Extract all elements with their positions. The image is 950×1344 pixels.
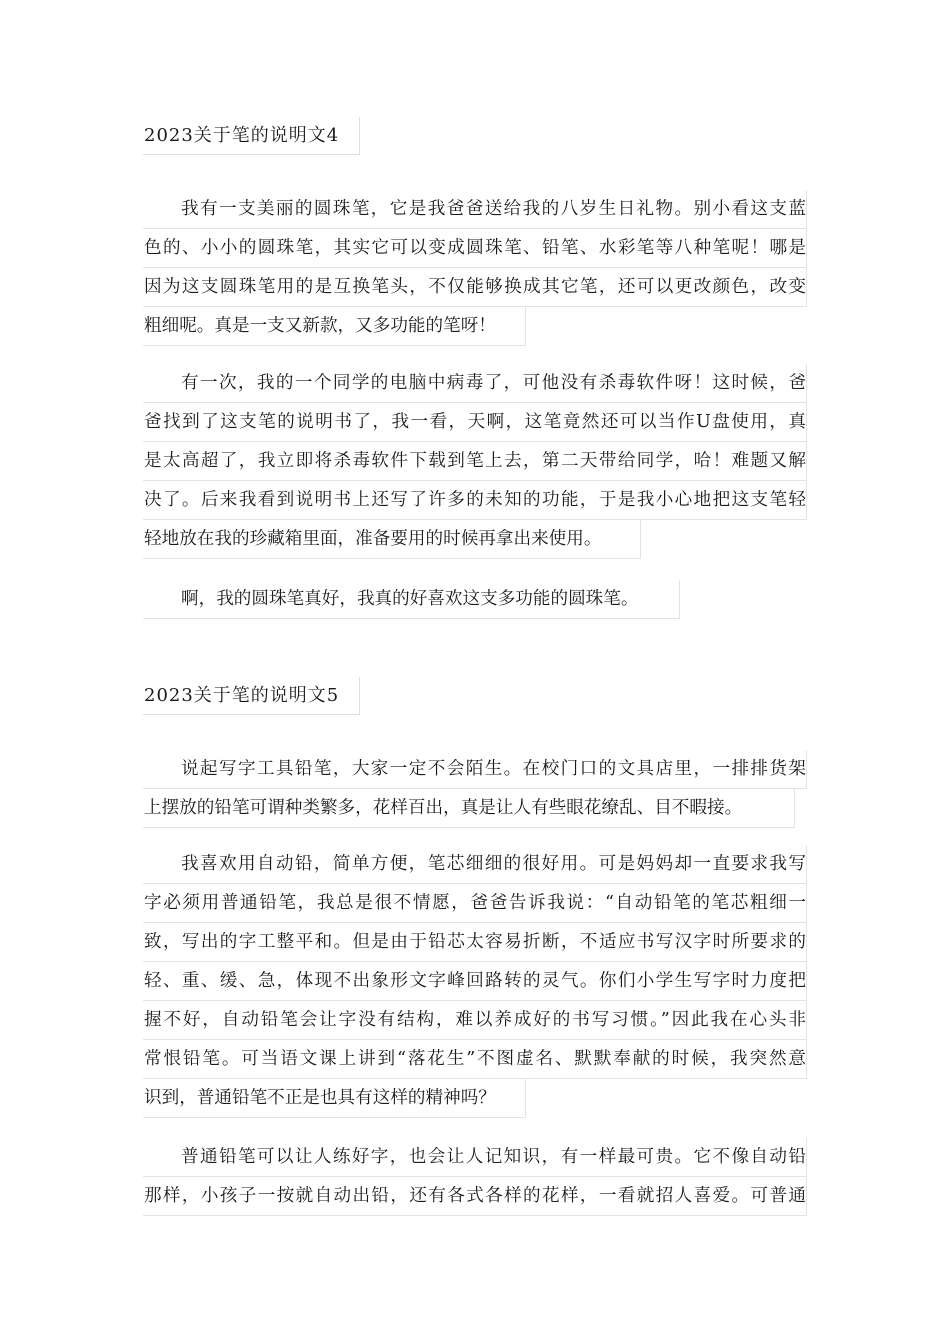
text-line: 是太高超了，我立即将杀毒软件下载到笔上去，第二天带给同学，哈！难题又解 [143, 442, 807, 481]
section-5-paragraph-1 [143, 750, 807, 828]
text-line: 握不好，自动铅笔会让字没有结构，难以养成好的书写习惯。”因此我在心头非 [143, 1001, 807, 1040]
text-line: 有一次，我的一个同学的电脑中病毒了，可他没有杀毒软件呀！这时候，爸 [143, 364, 807, 403]
text-line: 爸找到了这支笔的说明书了，我一看，天啊，这笔竟然还可以当作U盘使用，真 [143, 403, 807, 442]
section-5-paragraph-3 [143, 1138, 807, 1216]
section-5-title: 2023关于笔的说明文5 [143, 677, 360, 715]
text-line: 字必须用普通铅笔，我总是很不情愿，爸爸告诉我说：“自动铅笔的笔芯粗细一 [143, 884, 807, 923]
section-4-paragraph-3 [143, 580, 807, 619]
text-line: 那样，小孩子一按就自动出铅，还有各式各样的花样，一看就招人喜爱。可普通 [143, 1177, 807, 1216]
text-line: 因为这支圆珠笔用的是互换笔头，不仅能够换成其它笔，还可以更改颜色，改变 [143, 268, 807, 307]
text-line: 决了。后来我看到说明书上还写了许多的未知的功能，于是我小心地把这支笔轻 [143, 481, 807, 520]
text-line: 啊，我的圆珠笔真好，我真的好喜欢这支多功能的圆珠笔。 [143, 580, 680, 619]
text-line: 说起写字工具铅笔，大家一定不会陌生。在校门口的文具店里，一排排货架 [143, 750, 807, 789]
text-line: 粗细呢。真是一支又新款，又多功能的笔呀！ [143, 307, 526, 346]
section-4-title: 2023关于笔的说明文4 [143, 117, 360, 155]
text-line: 致，写出的字工整平和。但是由于铅芯太容易折断，不适应书写汉字时所要求的 [143, 923, 807, 962]
text-line: 我喜欢用自动铅，简单方便，笔芯细细的很好用。可是妈妈却一直要求我写 [143, 845, 807, 884]
text-line: 轻、重、缓、急，体现不出象形文字峰回路转的灵气。你们小学生写字时力度把 [143, 962, 807, 1001]
text-line: 上摆放的铅笔可谓种类繁多，花样百出，真是让人有些眼花缭乱、目不暇接。 [143, 789, 795, 828]
section-5-paragraph-2 [143, 845, 807, 1118]
text-line: 常恨铅笔。可当语文课上讲到“落花生”不图虚名、默默奉献的时候，我突然意 [143, 1040, 807, 1079]
text-line: 识到，普通铅笔不正是也具有这样的精神吗？ [143, 1079, 526, 1118]
text-line: 普通铅笔可以让人练好字，也会让人记知识，有一样最可贵。它不像自动铅 [143, 1138, 807, 1177]
section-4-paragraph-1 [143, 190, 807, 346]
text-line: 色的、小小的圆珠笔，其实它可以变成圆珠笔、铅笔、水彩笔等八种笔呢！哪是 [143, 229, 807, 268]
text-line: 我有一支美丽的圆珠笔，它是我爸爸送给我的八岁生日礼物。别小看这支蓝 [143, 190, 807, 229]
text-line: 轻地放在我的珍藏箱里面，准备要用的时候再拿出来使用。 [143, 520, 641, 559]
section-4-paragraph-2 [143, 364, 807, 559]
